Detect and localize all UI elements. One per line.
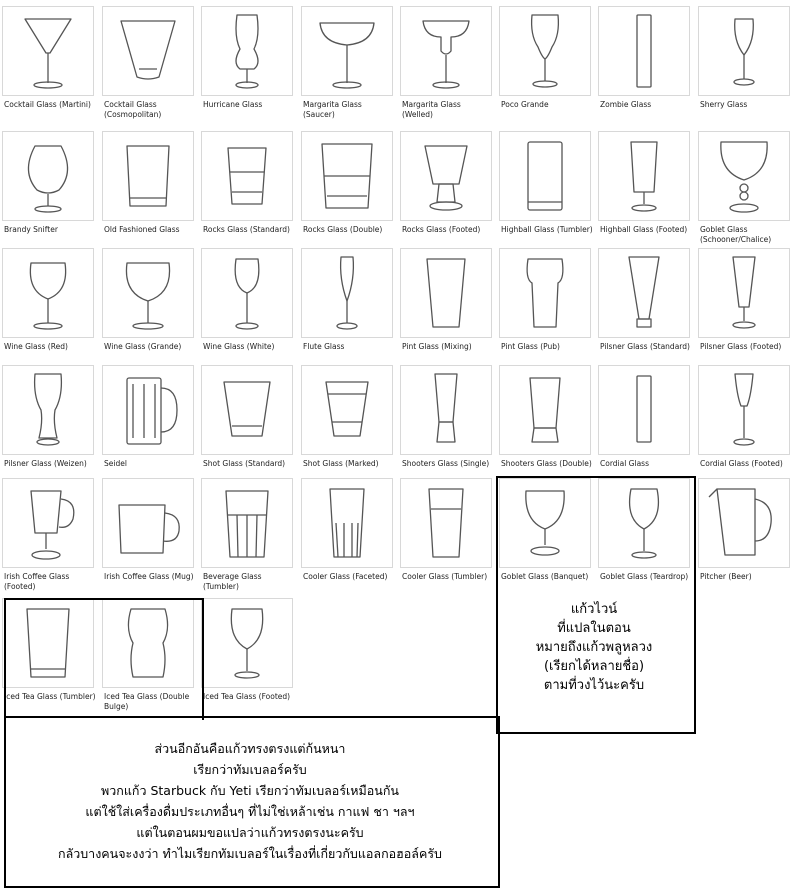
glass-item (400, 6, 494, 120)
glass-label: Wine Glass (Grande) (104, 342, 182, 351)
glass-label: Shooters Glass (Single) (402, 459, 490, 468)
glass-photo (2, 131, 94, 221)
glass-label: Margarita Glass (Welled) (402, 100, 461, 119)
tumbler-note-line: พวกแก้ว Starbuck กับ Yeti เรียกว่าทัมเบลอร์เหมือนกัน (101, 783, 399, 798)
glass-label: Pilsner Glass (Standard) (600, 342, 690, 351)
glass-photo (698, 478, 790, 568)
glass-item (2, 478, 96, 592)
goblet-note-line: หมายถึงแก้วพลูหลวง (535, 640, 653, 655)
tumbler-note-line: เรียกว่าทัมเบลอร์ครับ (193, 762, 307, 777)
glass-photo (698, 6, 790, 96)
glass-item (102, 478, 196, 582)
glass-item (499, 6, 593, 110)
goblet-note-line: (เรียกได้หลายชื่อ) (543, 659, 645, 674)
glass-photo (301, 365, 393, 455)
glass-photo (102, 248, 194, 338)
glass-item (102, 131, 196, 235)
tumbler-note-line: แต่ใช้ใส่เครื่องดื่มประเภทอื่นๆ ที่ไม่ใช่เหล้าเช่น กาแฟ ชา ฯลฯ (85, 804, 415, 819)
glass-label: Iced Tea Glass (Double Bulge) (104, 692, 190, 711)
glass-photo (201, 478, 293, 568)
glass-photo (301, 131, 393, 221)
tumbler-note-line: แต่ในตอนผมขอแปลว่าแก้วทรงตรงนะครับ (136, 825, 364, 840)
glass-item (301, 478, 395, 582)
glass-photo (301, 6, 393, 96)
glass-label: Cooler Glass (Faceted) (303, 572, 388, 581)
glass-photo (400, 131, 492, 221)
glass-label: Zombie Glass (600, 100, 652, 109)
glass-photo (698, 365, 790, 455)
glass-label: Sherry Glass (700, 100, 748, 109)
glass-photo (400, 248, 492, 338)
glass-item (102, 248, 196, 352)
glass-label: Flute Glass (303, 342, 345, 351)
glass-label: Rocks Glass (Double) (303, 225, 383, 234)
glass-item (499, 365, 593, 469)
glass-photo (201, 131, 293, 221)
glass-item (598, 131, 692, 235)
glass-label: Pint Glass (Mixing) (402, 342, 472, 351)
glass-item (102, 365, 196, 469)
glass-label: Shot Glass (Standard) (203, 459, 286, 468)
glass-label: Goblet Glass (Banquet) (501, 572, 589, 581)
glass-label: Seidel (104, 459, 127, 468)
glass-label: Wine Glass (Red) (4, 342, 68, 351)
glass-item (2, 248, 96, 352)
glass-photo (301, 478, 393, 568)
glass-label: Pint Glass (Pub) (501, 342, 560, 351)
glass-label: Pitcher (Beer) (700, 572, 752, 581)
glass-label: Goblet Glass (Schooner/Chalice) (700, 225, 772, 244)
glass-item (2, 6, 96, 110)
glass-photo (201, 365, 293, 455)
glass-photo (2, 365, 94, 455)
tumbler-note (6, 738, 494, 864)
glass-item (499, 131, 593, 235)
glass-label: Iced Tea Glass (Footed) (203, 692, 291, 701)
glass-label: Irish Coffee Glass (Mug) (104, 572, 194, 581)
goblet-note-line: ตามที่วงไว้นะครับ (543, 678, 645, 693)
glass-label: Cordial Glass (Footed) (700, 459, 783, 468)
glass-item (301, 365, 395, 469)
glass-item (698, 131, 792, 245)
glass-photo (499, 365, 591, 455)
glass-photo (201, 248, 293, 338)
glass-label: Rocks Glass (Footed) (402, 225, 481, 234)
glass-item (499, 248, 593, 352)
glass-label: Old Fashioned Glass (104, 225, 180, 234)
glass-item (598, 248, 692, 352)
glass-item (201, 365, 295, 469)
highlight-tumbler-box (4, 598, 204, 720)
glass-label: Brandy Snifter (4, 225, 58, 234)
glass-item (698, 248, 792, 352)
glass-label: Poco Grande (501, 100, 549, 109)
glass-label: Rocks Glass (Standard) (203, 225, 290, 234)
glass-photo (2, 248, 94, 338)
glass-item (2, 365, 96, 469)
glass-item (698, 6, 792, 110)
glass-photo (698, 248, 790, 338)
tumbler-note-line: กลัวบางคนจะงงว่า ทำไมเรียกทัมเบลอร์ในเรื่องที่เกี่ยวกับแอลกอฮอล์ครับ (58, 846, 442, 861)
glass-label: Iced Tea Glass (Tumbler) (4, 692, 96, 701)
glass-photo (698, 131, 790, 221)
glass-photo (499, 131, 591, 221)
glass-item (201, 478, 295, 592)
glass-label: Cordial Glass (600, 459, 649, 468)
glass-label: Beverage Glass (Tumbler) (203, 572, 262, 591)
glass-item (2, 131, 96, 235)
glass-photo (499, 6, 591, 96)
tumbler-note-line: ส่วนอีกอันคือแก้วทรงตรงแต่ก้นหนา (154, 741, 346, 756)
glass-photo (499, 248, 591, 338)
glass-photo (598, 131, 690, 221)
glass-photo (2, 6, 94, 96)
glass-photo (102, 365, 194, 455)
glass-label: Margarita Glass (Saucer) (303, 100, 362, 119)
glass-label: Cocktail Glass (Cosmopolitan) (104, 100, 162, 119)
glass-label: Goblet Glass (Teardrop) (600, 572, 689, 581)
glass-label: Cooler Glass (Tumbler) (402, 572, 488, 581)
glass-photo (201, 598, 293, 688)
glass-label: Pilsner Glass (Weizen) (4, 459, 87, 468)
goblet-note-line: แก้วไวน์ (570, 602, 618, 617)
glass-label: Cocktail Glass (Martini) (4, 100, 91, 109)
glass-label: Wine Glass (White) (203, 342, 275, 351)
glass-item (598, 365, 692, 469)
goblet-note-line: ที่แปลในตอน (557, 621, 631, 636)
glass-item (102, 6, 196, 120)
glass-photo (301, 248, 393, 338)
glass-label: Shooters Glass (Double) (501, 459, 592, 468)
glass-item (698, 478, 792, 582)
glass-label: Hurricane Glass (203, 100, 263, 109)
glass-label: Shot Glass (Marked) (303, 459, 379, 468)
glass-item (201, 6, 295, 110)
glass-photo (102, 6, 194, 96)
glass-item (201, 248, 295, 352)
glass-label: Highball Glass (Tumbler) (501, 225, 593, 234)
glass-item (301, 248, 395, 352)
glass-photo (102, 131, 194, 221)
glass-photo (400, 478, 492, 568)
glass-item (301, 131, 395, 235)
glass-photo (400, 365, 492, 455)
glass-item (400, 478, 494, 582)
glass-label: Irish Coffee Glass (Footed) (4, 572, 70, 591)
glass-item (400, 248, 494, 352)
glass-photo (102, 478, 194, 568)
glass-item (301, 6, 395, 120)
glass-photo (2, 478, 94, 568)
glass-label: Highball Glass (Footed) (600, 225, 688, 234)
glass-photo (598, 248, 690, 338)
goblet-note (498, 600, 690, 695)
glass-photo (400, 6, 492, 96)
glass-item (400, 365, 494, 469)
glass-item (698, 365, 792, 469)
glass-item (598, 6, 692, 110)
glass-photo (598, 365, 690, 455)
glass-item (201, 131, 295, 235)
glass-label: Pilsner Glass (Footed) (700, 342, 782, 351)
glass-item (400, 131, 494, 235)
glass-photo (201, 6, 293, 96)
glass-photo (598, 6, 690, 96)
glass-item (201, 598, 295, 702)
